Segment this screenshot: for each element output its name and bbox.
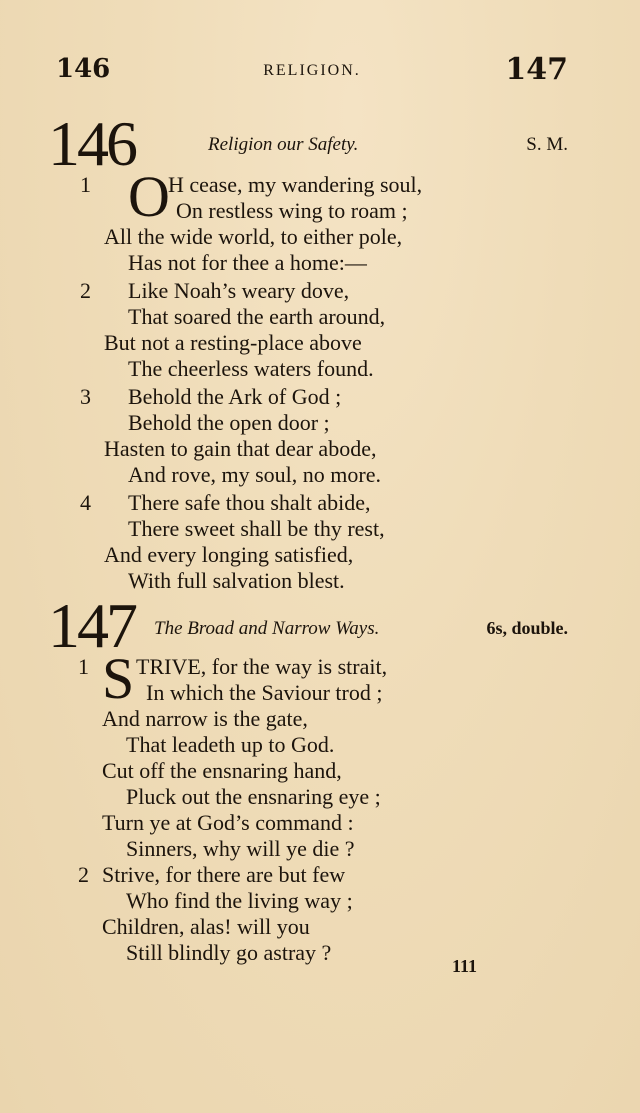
verse-line: Sinners, why will ye die ? — [126, 836, 355, 861]
verse-line: Behold the Ark of God ; — [128, 384, 342, 409]
verse-line: All the wide world, to either pole, — [104, 224, 403, 249]
verse-line: But not a resting-place above — [104, 330, 362, 355]
hymn-number: 146 — [48, 108, 135, 179]
drop-cap: S — [102, 646, 135, 711]
verse-line: With full salvation blest. — [128, 568, 345, 593]
verse-line: H cease, my wandering soul, — [168, 172, 423, 197]
verse-number: 2 — [80, 278, 91, 303]
hymn-meter: S. M. — [526, 134, 568, 155]
hymn-title: Religion our Safety. — [208, 134, 359, 155]
verse-line: And narrow is the gate, — [102, 706, 308, 731]
left-page-number: 146 — [56, 54, 111, 84]
verse-line: Who find the living way ; — [126, 888, 353, 913]
verse-line: In which the Saviour trod ; — [146, 680, 383, 705]
verse-line: Cut off the ensnaring hand, — [102, 758, 342, 783]
drop-cap: O — [128, 164, 170, 229]
hymn-number: 147 — [48, 590, 135, 661]
hymn-title: The Broad and Narrow Ways. — [154, 618, 380, 639]
verse-line: Has not for thee a home:— — [128, 250, 367, 275]
verse-line: Turn ye at God’s command : — [102, 810, 354, 835]
verse-number: 3 — [80, 384, 91, 409]
signature-mark: 111 — [452, 956, 478, 976]
verse-number: 1 — [80, 172, 91, 197]
verse-line: That leadeth up to God. — [126, 732, 335, 757]
verse-line: That soared the earth around, — [128, 304, 386, 329]
verse-number: 4 — [80, 490, 91, 515]
right-page-number: 147 — [505, 52, 568, 87]
hymn-146-heading — [48, 108, 568, 179]
verse-number: 2 — [78, 862, 89, 887]
section-title: RELIGION. — [263, 62, 361, 79]
running-header — [56, 54, 568, 94]
verse-line: TRIVE, for the way is strait, — [136, 654, 388, 679]
verse-line: Strive, for there are but few — [102, 862, 346, 887]
verse-line: Still blindly go astray ? — [126, 940, 332, 965]
verse-number: 1 — [78, 654, 89, 679]
verse-line: Behold the open door ; — [128, 410, 330, 435]
verse-line: Like Noah’s weary dove, — [128, 278, 350, 303]
verse-line: And rove, my soul, no more. — [128, 462, 381, 487]
verse-line: Pluck out the ensnaring eye ; — [126, 784, 381, 809]
verse-line: Hasten to gain that dear abode, — [104, 436, 377, 461]
verse-line: The cheerless waters found. — [128, 356, 374, 381]
verse-line: Children, alas! will you — [102, 914, 310, 939]
hymn-meter: 6s, double. — [486, 618, 568, 638]
verse-line: On restless wing to roam ; — [176, 198, 408, 223]
verse-line: There sweet shall be thy rest, — [128, 516, 385, 541]
verse-line: There safe thou shalt abide, — [128, 490, 371, 515]
verse-line: And every longing satisfied, — [104, 542, 354, 567]
